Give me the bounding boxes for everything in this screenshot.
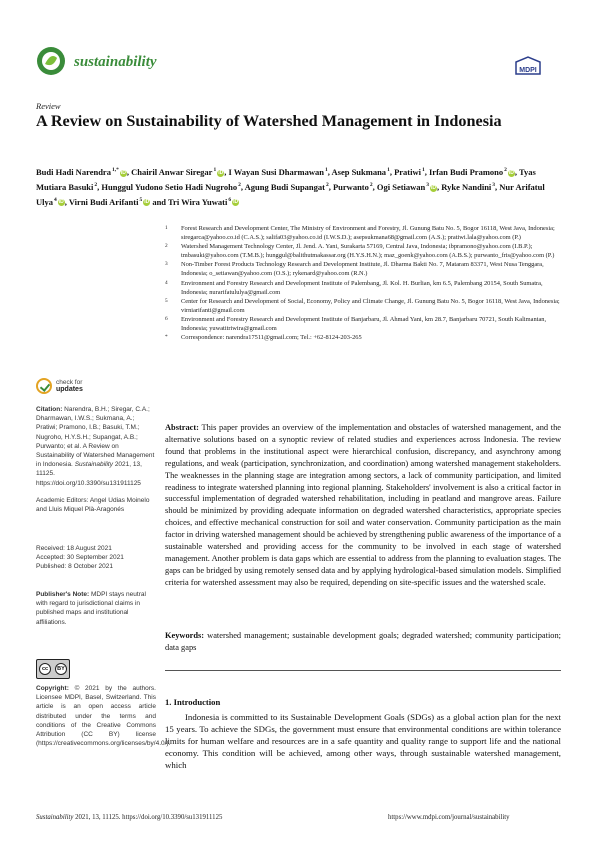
keywords <box>165 630 561 654</box>
affiliation-item <box>165 297 565 315</box>
check-updates-icon <box>36 378 52 394</box>
author-name[interactable]: Pratiwi <box>394 166 421 177</box>
author-separator: , <box>389 166 395 177</box>
mdpi-logo-icon[interactable] <box>514 56 542 76</box>
affiliation-item <box>165 333 565 342</box>
author-affiliation-marker: 3 <box>426 181 430 188</box>
author-separator: , <box>495 181 500 192</box>
orcid-icon[interactable]: iD <box>508 169 514 176</box>
orcid-icon[interactable]: iD <box>120 169 126 176</box>
section-divider <box>165 670 561 671</box>
author-separator: , <box>424 166 429 177</box>
author-name[interactable]: Tri Wira Yuwati <box>168 196 228 207</box>
academic-editors: Academic Editors: Angel Udias Moinelo and Lluis Miquel Plà-Aragonés <box>36 497 150 514</box>
affiliation-text: Watershed Management Technology Center, Jl. Jend. A. Yani, Surakarta 57169, Central Java, Indonesia; ibpramono@yahoo.com (I.B.P.); tmbasuki@yahoo.com (T.M.B.); hunggul@balithutmakassar.org (H.Y.S.H.N.); maz_goenk@yahoo.com (A.B.S.); purwanto_fris@yahoo.com (P.) <box>181 243 555 260</box>
author-separator: , <box>372 181 377 192</box>
author-name[interactable]: Ogi Setiawan <box>376 181 426 192</box>
author-separator: , <box>126 166 132 177</box>
accepted-date: Accepted: 30 September 2021 <box>36 554 124 562</box>
author-name[interactable]: I Wayan Susi Dharmawan <box>228 166 324 177</box>
article-title: A Review on Sustainability of Watershed Management in Indonesia <box>36 112 502 130</box>
author-list <box>36 164 566 208</box>
sustainability-logo-icon <box>36 46 66 76</box>
introduction-text: Indonesia is committed to its Sustainable Development Goals (SDGs) as a global action plan for the next 15 years. To achieve the SDGs, the government must ensure that environmental conditions are within tolerance limits for human welfare and resources are in a safe quantity and quality range to support life and the national economy. This condition will be achieved, among other ways, through sustainable watershed management, which <box>165 712 561 771</box>
affiliation-text: Correspondence: narendra17511@gmail.com; Tel.: +62-8124-203-265 <box>181 334 362 342</box>
abstract-label: Abstract: <box>165 423 199 432</box>
orcid-icon[interactable]: iD <box>233 199 239 206</box>
affiliation-number: 4 <box>165 279 168 286</box>
author-affiliation-marker: 2 <box>504 167 507 173</box>
author-separator: , <box>97 181 102 192</box>
affiliation-item <box>165 260 565 278</box>
affiliation-text: Environment and Forestry Research and Development Institute of Banjarbaru, Jl. Ahmad Yani, km 28.7, Banjarbaru 70721, South Kalimantan, Indonesia; yuwatitriwira@gmail.com <box>181 315 547 333</box>
abstract-text: This paper provides an overview of the implementation and obstacles of watershed management, and the alternative solutions based on a synoptic review of related studies and experiences across Indonesia. The review found that problems in the institutional aspect were hierarchical confusion, discrepancy, and asynchrony among regulations, and weak (participation, synchronization, and coordination) among watershed management stakeholders. The weaknesses in the planning stage are integration among sectors, a lack of community participation, and limited readiness to integrate watershed planning into regional planning. Stakeholders' involvement is also a critical factor in successful implementation of degraded watershed rehabilitation, including in peatland and mangrove areas. Failure should be minimized by providing adequate information on degraded watershed characteristics, appropriate species choices, and effective mechanical construction for soil and water conservation. Community participation as the main factor in driving watershed management should be achieved by strengthening public awareness of the importance of a sustainable watershed and providing access for the community to be involved in each stage of watershed management. Another problem is data gaps which are essential to address from the planning to evaluation stages. The gaps can be bridged by using remotely sensed data and by applying hydrological-based simulation models. Simplified criteria for watershed assessment may also be required, depending on site-specific issues and the watershed scale. <box>165 423 561 587</box>
affiliation-item <box>165 242 565 260</box>
author-separator: , <box>328 181 333 192</box>
author-affiliation-marker: 1,* <box>111 167 119 173</box>
author-separator: , <box>437 181 442 192</box>
author-affiliation-marker: 2 <box>325 181 329 188</box>
dates-block <box>36 544 156 572</box>
author-separator: , <box>514 166 519 177</box>
author-affiliation-marker: 6 <box>228 196 232 203</box>
published-date: Published: 8 October 2021 <box>36 563 113 571</box>
affiliation-item <box>165 224 565 242</box>
author-separator: , <box>64 196 69 207</box>
author-name[interactable]: Asep Sukmana <box>331 166 387 177</box>
affiliation-item <box>165 315 565 333</box>
author-name[interactable]: Irfan Budi Pramono <box>428 166 504 177</box>
cc-by-license-icon[interactable]: cc BY <box>36 659 70 679</box>
journal-name[interactable]: sustainability <box>74 54 157 70</box>
affiliation-number: 5 <box>165 297 168 304</box>
publisher-note: Publisher's Note: MDPI stays neutral with regard to jurisdictional claims in published maps and institutional affiliations. <box>36 591 146 626</box>
footer-url[interactable]: https://www.mdpi.com/journal/sustainability <box>388 814 510 821</box>
affiliation-number: 1 <box>165 225 168 231</box>
affiliation-number: 6 <box>165 315 168 322</box>
author-name[interactable]: Ryke Nandini <box>441 181 492 192</box>
orcid-icon[interactable]: iD <box>431 184 437 191</box>
author-separator: , <box>327 166 332 177</box>
author-name[interactable]: Virni Budi Arifanti <box>68 196 139 207</box>
author-affiliation-marker: 1 <box>421 167 425 173</box>
author-name[interactable]: Budi Hadi Narendra <box>36 166 111 177</box>
citation-block: Citation: Narendra, B.H.; Siregar, C.A.; Dharmawan, I.W.S.; Sukmana, A.; Pratiwi; Pramono, I.B.; Basuki, T.M.; Nugroho, H.Y.S.H.; Supangat, A.B.; Purwanto; et al. A Review on Sustainability of Watershed Management in Indonesia. Sustainability 2021, 13, 11125. https://doi.org/10.3390/su131911125 <box>36 406 155 487</box>
author-affiliation-marker: 5 <box>139 196 143 203</box>
author-separator: and <box>150 196 169 207</box>
author-affiliation-marker: 4 <box>54 196 57 203</box>
author-separator: , <box>224 166 229 177</box>
author-affiliation-marker: 2 <box>369 181 373 188</box>
introduction-heading: 1. Introduction <box>165 697 221 707</box>
affiliation-number: 3 <box>165 261 168 268</box>
author-name[interactable]: Chairil Anwar Siregar <box>131 166 213 177</box>
author-affiliation-marker: 2 <box>94 181 98 188</box>
received-date: Received: 18 August 2021 <box>36 545 112 552</box>
author-name[interactable]: Tyas Mutiara Basuki <box>36 166 536 192</box>
keywords-text: watershed management; sustainable development goals; degraded watershed; community participation; data gaps <box>165 631 562 652</box>
abstract <box>165 422 561 589</box>
affiliation-text: Non-Timber Forest Products Technology Research and Development Institute, Jl. Dharma Bakti No. 7, Mataram 83371, West Nusa Tenggara, Indonesia; o_setiawan@yahoo.com (O.S.); rykenard@yahoo.com (R.N.) <box>181 261 544 278</box>
copyright-block: Copyright: © 2021 by the authors. Licensee MDPI, Basel, Switzerland. This article is an open access article distributed under the terms and conditions of the Creative Commons Attribution (CC BY) license (https://creativecommons.org/licenses/by/4.0/). <box>36 685 171 748</box>
orcid-icon[interactable]: iD <box>144 199 150 206</box>
svg-text:MDPI: MDPI <box>519 67 537 74</box>
author-separator: , <box>240 181 245 192</box>
affiliation-text: Forest Research and Development Center, The Ministry of Environment and Forestry, Jl. Gunung Batu No. 5, Bogor 16118, West Java, Indonesia; siregarca@yahoo.co.id (C.A.S.); salifa03@yahoo.co.id (I.W.S.D.); asepsukmana68@gmail.com (A.S.); pratiwi.lala@yahoo.com (P.) <box>181 225 555 242</box>
author-affiliation-marker: 3 <box>492 181 496 188</box>
check-updates-label: check for updates <box>56 379 83 393</box>
author-name[interactable]: Hunggul Yudono Setio Hadi Nugroho <box>101 181 238 192</box>
author-affiliation-marker: 1 <box>324 167 328 173</box>
article-type: Review <box>36 101 61 111</box>
affiliation-item <box>165 279 565 297</box>
author-affiliation-marker: 2 <box>238 181 241 188</box>
footer-citation: Sustainability 2021, 13, 11125. https://doi.org/10.3390/su131911125 <box>36 814 223 821</box>
affiliation-number: * <box>165 334 168 341</box>
author-name[interactable]: Purwanto <box>332 181 369 192</box>
affiliation-list <box>165 224 565 342</box>
orcid-icon[interactable]: iD <box>218 169 224 176</box>
check-for-updates-button[interactable] <box>36 378 83 394</box>
author-affiliation-marker: 1 <box>387 167 390 173</box>
author-name[interactable]: Agung Budi Supangat <box>244 181 325 192</box>
affiliation-text: Center for Research and Development of Social, Economy, Policy and Climate Change, Jl. Gunung Batu No. 5, Bogor 16118, West Java, Indonesia; virniarifanti@gmail.com <box>181 297 560 314</box>
author-affiliation-marker: 1 <box>213 167 217 173</box>
author-name[interactable]: Nur Arifatul Ulya <box>36 181 545 207</box>
affiliation-number: 2 <box>165 243 168 250</box>
keywords-label: Keywords: <box>165 631 205 640</box>
orcid-icon[interactable]: iD <box>58 199 64 206</box>
affiliation-text: Environment and Forestry Research and Development Institute of Palembang, Jl. Kol. H. Burlian, km 6.5, Palembang 20154, South Sumatra, Indonesia; nurarifatululya@gmail.com <box>181 279 543 296</box>
